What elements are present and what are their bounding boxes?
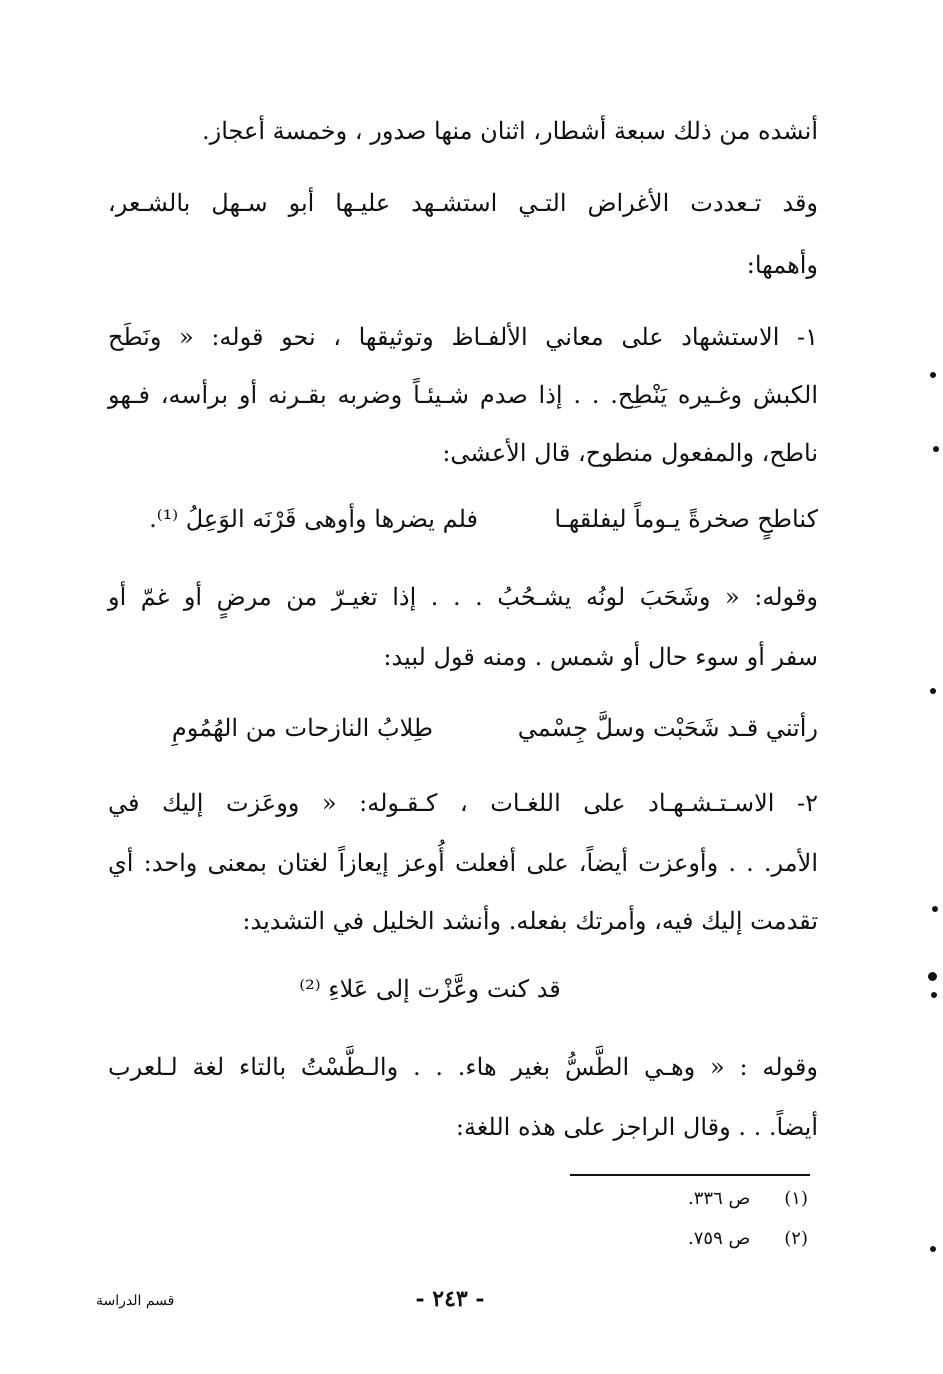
body-line-2: وقد تـعددت الأغراض التـي استشـهد عليـها أبو سـهل بالشـعر، [108, 189, 818, 217]
body-line-3: وأهمها: [746, 251, 818, 279]
verse-3: قد كنت وعَّزْت إلى عَلاءِ ⁽²⁾ [299, 975, 561, 1003]
footnote-1 [688, 1188, 808, 1209]
body-line-1: أنشده من ذلك سبعة أشطار، اثنان منها صدور ، وخمسة أعجاز. [202, 117, 818, 145]
body-line-4: ١- الاستشهاد على معاني الألفـاظ وتوثيقها ، نحو قوله: « ونَطَح [108, 323, 818, 351]
body-line-9: ٢- الاسـتـشـهـاد على اللغـات ، كـقـوله: « ووعَزت إليك في [108, 789, 818, 817]
body-line-13: أيضاً. . . وقال الراجز على هذه اللغة: [455, 1113, 818, 1141]
verse-2-first-hemistich: رأتني قـد شَحَبْت وسلَّ جِسْمي [517, 714, 818, 742]
body-line-10: الأمر. . . وأوعزت أيضاً، على أفعلت أُوعز إيعازاً لغتان بمعنى واحد: أي [108, 849, 818, 877]
body-line-8: سفر أو سوء حال أو شمس . ومنه قول لبيد: [383, 643, 818, 671]
page-number: - ٢٤٣ - [415, 1286, 485, 1312]
verse-1-first-hemistich: كناطحٍ صخرةً يـوماً ليفلقهـا [554, 505, 818, 533]
body-line-12: وقوله : « وهـي الطَّسُّ بغير هاء. . . والـطَّسْتُ بالتاء لغة لـلعرب [108, 1053, 818, 1081]
scan-speck [928, 972, 937, 981]
scan-speck [933, 446, 939, 452]
body-line-11: تقدمت إليك فيه، وأمرتك بفعله. وأنشد الخليل في التشديد: [242, 907, 818, 935]
body-line-6: ناطح، والمفعول منطوح، قال الأعشى: [442, 439, 818, 467]
scan-speck [930, 1246, 936, 1252]
footnote-1-number: (١) [784, 1188, 808, 1209]
scan-speck [930, 688, 936, 694]
body-line-7: وقوله: « وشَحَبَ لونُه يشـحُبُ . . . إذا تغيـرّ من مرضٍ أو غمّ أو [108, 583, 818, 611]
scan-speck [932, 906, 938, 912]
footnote-separator [570, 1174, 810, 1176]
scan-speck [931, 992, 937, 998]
footnote-1-text: ص ٣٣٦. [688, 1188, 751, 1209]
running-footer: قسم الدراسة [96, 1293, 175, 1309]
body-line-5: الكبش وغـيره يَنْطِح. . . إذا صدم شـيئـاً وضربه بقـرنه أو برأسه، فـهو [108, 381, 818, 409]
verse-1-second-hemistich: فلم يضرها وأوهى قَرْنَه الوَعِلُ ⁽¹⁾. [149, 505, 478, 533]
footnote-2 [688, 1228, 808, 1249]
footnote-2-number: (٢) [784, 1228, 808, 1249]
footnote-2-text: ص ٧٥٩. [688, 1228, 751, 1249]
scan-speck [930, 372, 936, 378]
verse-2-second-hemistich: طِلابُ النازحات من الهُمُومِ [171, 714, 433, 742]
